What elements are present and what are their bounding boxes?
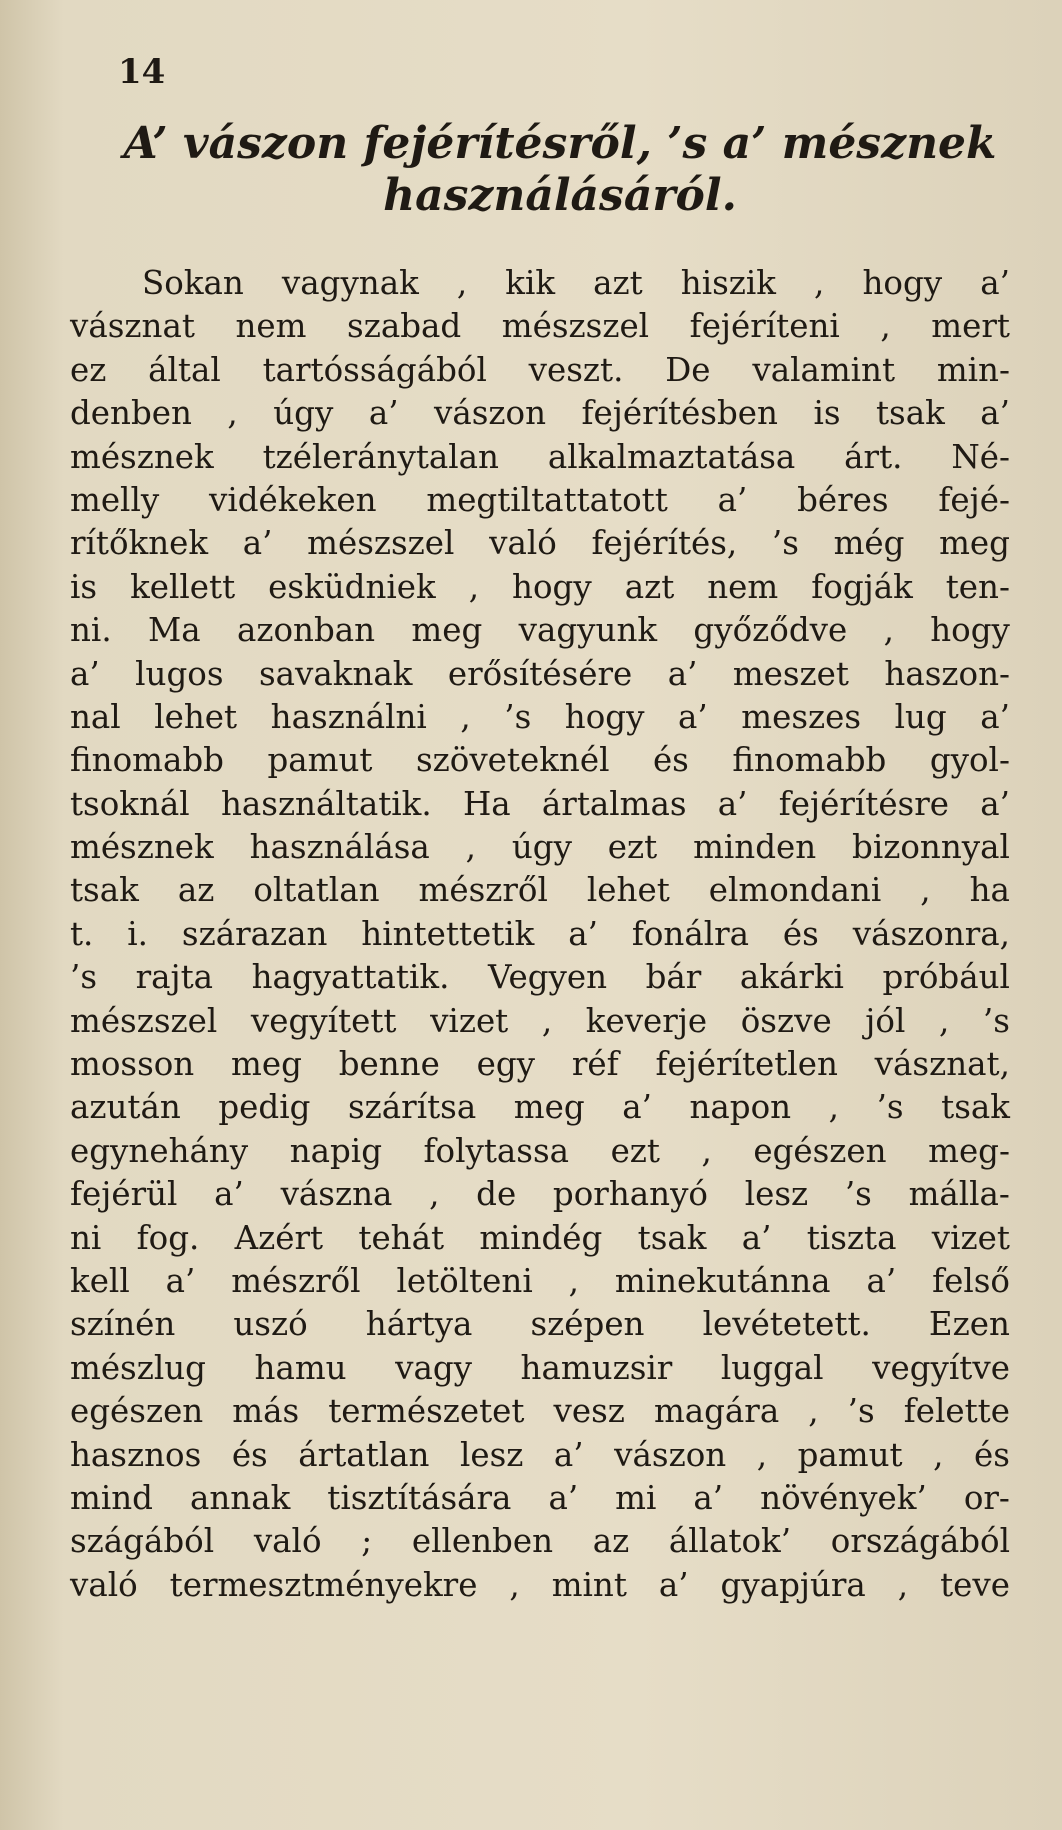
heading-line-1: A’ vászon fejérítésről, ’s a’ mésznek — [123, 118, 997, 169]
text-line: mind annak tisztítására a’ mi a’ növények’ or- — [70, 1478, 1010, 1517]
text-line: egynehány napig folytassa ezt , egészen meg- — [70, 1131, 1010, 1170]
text-line: ni. Ma azonban meg vagyunk győződve , hogy — [70, 611, 1010, 650]
text-line: kell a’ mészről letölteni , minekutánna a’ felső — [70, 1261, 1010, 1300]
text-line: szágából való ; ellenben az állatok’ országából — [70, 1522, 1010, 1561]
chapter-heading — [120, 118, 1000, 222]
text-line: ni fog. Azért tehát mindég tsak a’ tiszta vizet — [70, 1218, 1010, 1257]
body-text — [70, 262, 1010, 1607]
text-line: mészszel vegyített vizet , keverje öszve jól , ’s — [70, 1001, 1010, 1040]
text-line: rítőknek a’ mészszel való fejérítés, ’s még meg — [70, 524, 1010, 563]
text-line: nal lehet használni , ’s hogy a’ meszes lug a’ — [70, 697, 1010, 736]
text-line: a’ lugos savaknak erősítésére a’ meszet haszon- — [70, 654, 1010, 693]
text-line: tsak az oltatlan mészről lehet elmondani , ha — [70, 871, 1010, 910]
text-line: Sokan vagynak , kik azt hiszik , hogy a’ — [142, 264, 1010, 302]
text-line: tsoknál használtatik. Ha ártalmas a’ fejérítésre a’ — [70, 784, 1010, 823]
text-line: hasznos és ártatlan lesz a’ vászon , pamut , és — [70, 1435, 1010, 1474]
text-line: is kellett esküdniek , hogy azt nem fogják ten- — [70, 567, 1010, 606]
text-line: ’s rajta hagyattatik. Vegyen bár akárki próbául — [70, 958, 1010, 997]
heading-line-2: használásáról. — [383, 170, 737, 221]
page-number: 14 — [118, 52, 166, 92]
text-line: mosson meg benne egy réf fejérítetlen vásznat, — [70, 1045, 1010, 1084]
text-line: finomabb pamut szöveteknél és finomabb gyol- — [70, 741, 1010, 780]
text-line: színén uszó hártya szépen levétetett. Ezen — [70, 1305, 1010, 1344]
text-line: melly vidékeken megtiltattatott a’ béres fejé- — [70, 480, 1010, 519]
text-line: azután pedig szárítsa meg a’ napon , ’s tsak — [70, 1088, 1010, 1127]
text-line: mészlug hamu vagy hamuzsir luggal vegyítve — [70, 1348, 1010, 1387]
text-line: t. i. szárazan hintettetik a’ fonálra és vászonra, — [70, 914, 1010, 953]
text-line: mésznek használása , úgy ezt minden bizonnyal — [70, 828, 1010, 867]
text-line: való termesztményekre , mint a’ gyapjúra , teve — [70, 1565, 1010, 1604]
text-line: egészen más természetet vesz magára , ’s felette — [70, 1392, 1010, 1431]
text-line: denben , úgy a’ vászon fejérítésben is tsak a’ — [70, 394, 1010, 433]
text-line: vásznat nem szabad mészszel fejéríteni , mert — [70, 307, 1010, 346]
text-line: fejérül a’ vászna , de porhanyó lesz ’s málla- — [70, 1175, 1010, 1214]
text-line: mésznek tzéleránytalan alkalmaztatása árt. Né- — [70, 437, 1010, 476]
text-line: ez által tartósságából veszt. De valamint min- — [70, 350, 1010, 389]
